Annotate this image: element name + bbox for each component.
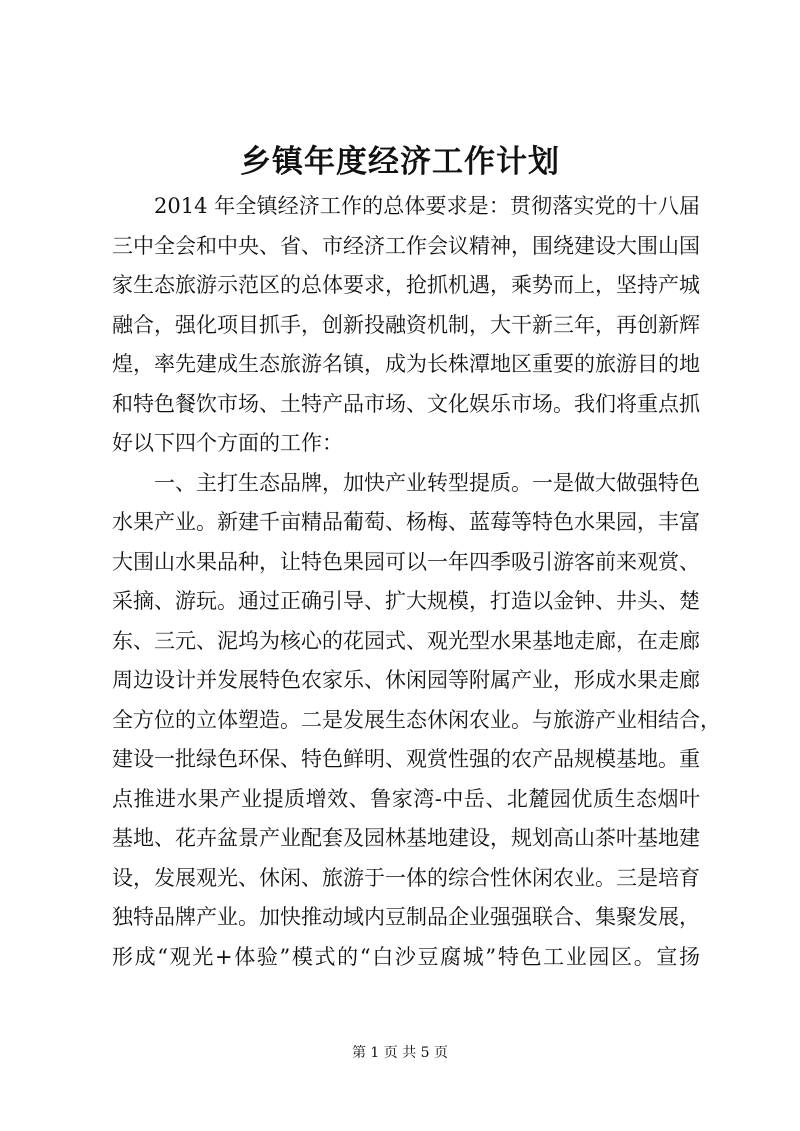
paragraph-2-line-2: 水果产业。新建千亩精品葡萄、杨梅、蓝莓等特色水果园，丰富 (112, 510, 700, 534)
paragraph-1-line-6: 和特色餐饮市场、土特产品市场、文化娱乐市场。我们将重点抓 (112, 391, 700, 416)
paragraph-2-line-11: 设，发展观光、休闲、旅游于一体的综合性休闲农业。三是培育 (112, 865, 700, 890)
paragraph-2-line-9: 点推进水果产业提质增效、鲁家湾-中岳、北麓园优质生态烟叶 (112, 786, 700, 811)
paragraph-2-line-12: 独特品牌产业。加快推动域内豆制品企业强强联合、集聚发展， (112, 905, 700, 929)
paragraph-2-line-5: 东、三元、泥坞为核心的花园式、观光型水果基地走廊，在走廊 (112, 628, 700, 653)
paragraph-2-line-13: 形成“观光+体验”模式的“白沙豆腐城”特色工业园区。宣扬 (112, 944, 700, 969)
paragraph-2-line-4: 采摘、游玩。通过正确引导、扩大规模，打造以金钟、井头、楚 (112, 589, 700, 613)
paragraph-1-line-5: 煌，率先建成生态旅游名镇，成为长株潭地区重要的旅游目的地 (112, 352, 700, 376)
paragraph-1-line-3: 家生态旅游示范区的总体要求，抢抓机遇，乘势而上，坚持产城 (112, 273, 700, 297)
paragraph-2-line-7: 全方位的立体塑造。二是发展生态休闲农业。与旅游产业相结合， (112, 707, 721, 732)
paragraph-2-line-10: 基地、花卉盆景产业配套及园林基地建设，规划高山茶叶基地建 (112, 826, 700, 850)
paragraph-1-line-2: 三中全会和中央、省、市经济工作会议精神，围绕建设大围山国 (112, 233, 700, 258)
document-title: 乡镇年度经济工作计划 (240, 144, 560, 180)
paragraph-2-line-3: 大围山水果品种，让特色果园可以一年四季吸引游客前来观赏、 (112, 549, 700, 574)
document-body (112, 187, 721, 977)
paragraph-2-line-6: 周边设计并发展特色农家乐、休闲园等附属产业，形成水果走廊 (112, 668, 700, 692)
paragraph-1-line-7: 好以下四个方面的工作： (112, 431, 343, 455)
paragraph-1-line-4: 融合，强化项目抓手，创新投融资机制，大干新三年，再创新辉 (112, 312, 700, 337)
paragraph-2-line-1: 一、主打生态品牌，加快产业转型提质。一是做大做强特色 (154, 470, 700, 495)
paragraph-2-line-8: 建设一批绿色环保、特色鲜明、观赏性强的农产品规模基地。重 (112, 747, 700, 771)
paragraph-1-line-1: 2014 年全镇经济工作的总体要求是：贯彻落实党的十八届 (154, 194, 700, 218)
page-number-footer: 第 1 页 共 5 页 (351, 1045, 449, 1061)
